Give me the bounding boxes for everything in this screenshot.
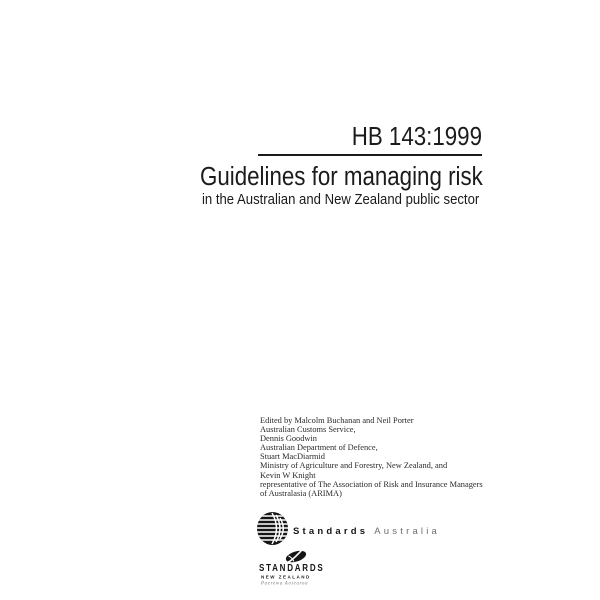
snz-wordmark: STANDARDS	[259, 563, 325, 574]
credits-line: Australian Department of Defence,	[260, 443, 378, 453]
standards-australia-word-secondary: Australia	[374, 525, 441, 537]
credits-line: Stuart MacDiarmid	[260, 452, 325, 462]
credits-line: of Australasia (ARIMA)	[260, 488, 342, 498]
credits-line: Australian Customs Service,	[260, 425, 356, 435]
snz-sub-wordmark: NEW ZEALAND	[261, 574, 311, 580]
credits-line: Dennis Goodwin	[260, 434, 317, 444]
snz-sub-wordmark-group	[261, 575, 311, 586]
title-rule	[258, 154, 482, 156]
credits-line: Kevin W Knight	[260, 470, 316, 480]
standards-australia-word-primary: Standards	[293, 525, 369, 537]
standards-australia-logo	[257, 512, 440, 550]
snz-maori-tagline: Paerewa Aotearoa	[261, 581, 309, 586]
credits-line: Edited by Malcolm Buchanan and Neil Porter	[260, 416, 414, 425]
document-title: Guidelines for managing risk	[200, 163, 483, 191]
standards-australia-wordmark	[293, 526, 440, 537]
document-subtitle: in the Australian and New Zealand public sector	[202, 191, 480, 208]
credits-line: Ministry of Agriculture and Forestry, New Zealand, and	[260, 461, 448, 471]
credits-line: representative of The Association of Risk and Insurance Managers	[260, 479, 483, 489]
globe-stripes-icon	[257, 512, 288, 550]
credits-block	[260, 416, 483, 498]
doc-number: HB 143:1999	[351, 123, 482, 151]
